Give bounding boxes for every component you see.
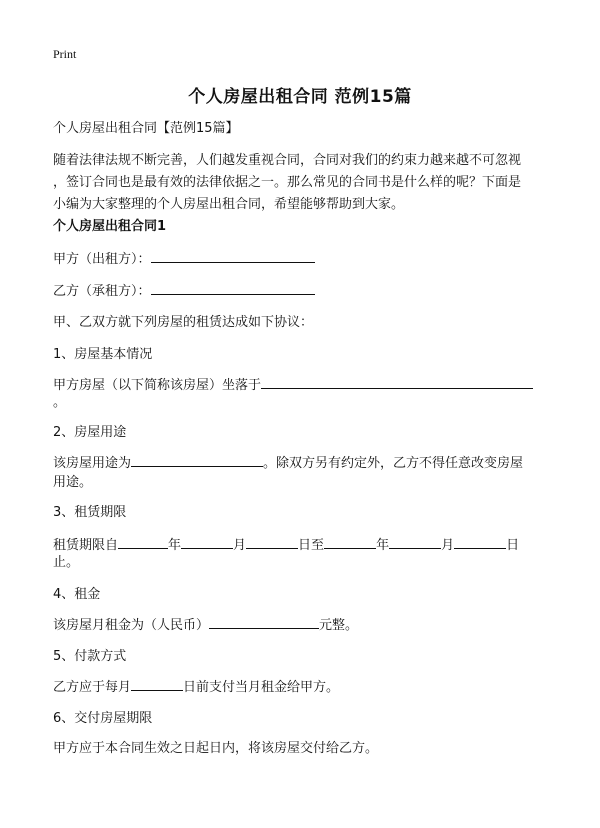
party-a-line <box>53 248 553 271</box>
month-label-2: 月 <box>441 538 455 553</box>
rent-amount-blank <box>209 614 319 629</box>
section-2-title: 2、房屋用途 <box>53 425 127 440</box>
section-2-end: 用途。 <box>53 475 93 490</box>
section-1-title: 1、房屋基本情况 <box>53 347 153 362</box>
party-b-blank <box>151 280 315 295</box>
month-label: 月 <box>233 538 247 553</box>
lease-term-label: 租赁期限自 <box>53 538 119 553</box>
start-year-blank <box>118 534 168 549</box>
section-6-text: 甲方应于本合同生效之日起日内，将该房屋交付给乙方。 <box>53 741 379 756</box>
intro-paragraph-line-3: 小编为大家整理的个人房屋出租合同，希望能够帮助到大家。 <box>53 197 405 212</box>
section-2-clause: 。除双方另有约定外，乙方不得任意改变房屋 <box>263 456 524 471</box>
end-day-blank <box>454 534 506 549</box>
payment-day-blank <box>131 676 183 691</box>
section-6-title: 6、交付房屋期限 <box>53 711 153 726</box>
party-b-label: 乙方（承租方）： <box>53 284 151 299</box>
section-2-label: 该房屋用途为 <box>53 456 132 471</box>
section-4-text <box>53 614 553 637</box>
year-label: 年 <box>168 538 182 553</box>
section-3-title: 3、租赁期限 <box>53 505 127 520</box>
to-label: 日至 <box>298 538 325 553</box>
intro-paragraph-line-1: 随着法律法规不断完善，人们越发重视合同，合同对我们的约束力越来越不可忽视 <box>53 153 522 168</box>
year-label-2: 年 <box>376 538 390 553</box>
rent-unit: 元整。 <box>319 618 359 633</box>
rent-label: 该房屋月租金为（人民币） <box>53 618 210 633</box>
usage-blank <box>131 452 263 467</box>
end-month-blank <box>389 534 441 549</box>
document-subtitle: 个人房屋出租合同【范例15篇】 <box>53 121 239 136</box>
party-b-line <box>53 280 553 303</box>
payment-label: 乙方应于每月 <box>53 680 132 695</box>
section-5-title: 5、付款方式 <box>53 649 127 664</box>
intro-paragraph-line-2: ，签订合同也是最有效的法律依据之一。那么常见的合同书是什么样的呢？下面是 <box>53 175 522 190</box>
day-label: 日 <box>506 538 520 553</box>
location-blank <box>261 374 533 389</box>
contract-heading: 个人房屋出租合同1 <box>53 219 167 234</box>
section-1-end: 。 <box>53 395 67 410</box>
end-year-blank <box>324 534 376 549</box>
start-month-blank <box>181 534 233 549</box>
document-title: 个人房屋出租合同 范例15篇 <box>188 87 412 107</box>
payment-clause: 日前支付当月租金给甲方。 <box>183 680 340 695</box>
section-3-end: 止。 <box>53 555 80 570</box>
section-1-label: 甲方房屋（以下简称该房屋）坐落于 <box>53 378 262 393</box>
print-label: Print <box>53 47 77 61</box>
start-day-blank <box>246 534 298 549</box>
party-a-label: 甲方（出租方）： <box>53 252 151 267</box>
section-4-title: 4、租金 <box>53 587 101 602</box>
section-5-text <box>53 676 553 699</box>
party-a-blank <box>151 248 315 263</box>
agreement-line: 甲、乙双方就下列房屋的租赁达成如下协议： <box>53 315 314 330</box>
